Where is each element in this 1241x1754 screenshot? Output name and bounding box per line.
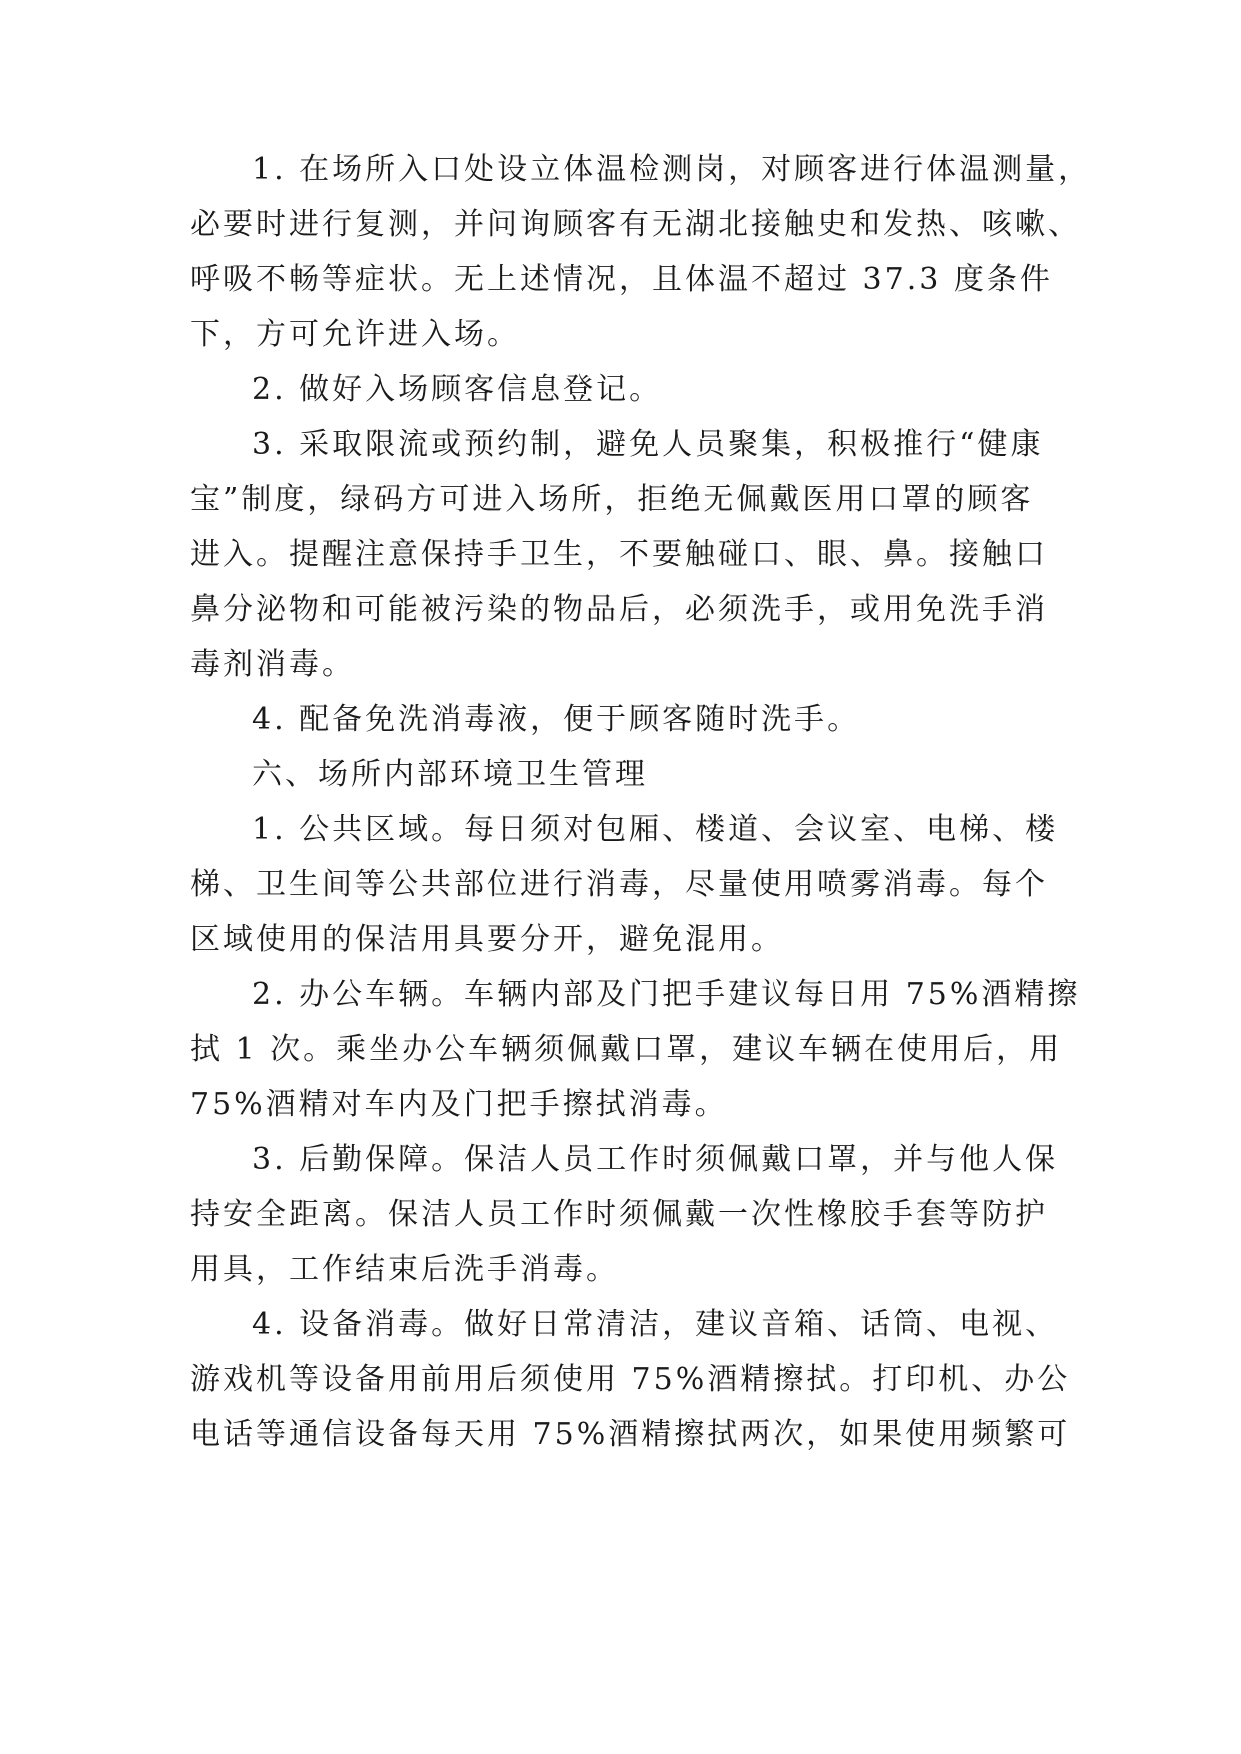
text-line: 鼻分泌物和可能被污染的物品后，必须洗手，或用免洗手消 xyxy=(190,592,1048,627)
text-line: 1. 在场所入口处设立体温检测岗，对顾客进行体温测量， xyxy=(252,152,1092,187)
text-line: 宝”制度，绿码方可进入场所，拒绝无佩戴医用口罩的顾客 xyxy=(190,482,1034,517)
text-line: 持安全距离。保洁人员工作时须佩戴一次性橡胶手套等防护 xyxy=(190,1197,1048,1232)
section-heading: 六、场所内部环境卫生管理 xyxy=(252,757,648,792)
text-line: 2. 做好入场顾客信息登记。 xyxy=(252,372,663,407)
text-line: 呼吸不畅等症状。无上述情况，且体温不超过 37.3 度条件 xyxy=(190,262,1053,297)
text-line: 4. 设备消毒。做好日常清洁，建议音箱、话筒、电视、 xyxy=(252,1307,1059,1342)
text-line: 4. 配备免洗消毒液，便于顾客随时洗手。 xyxy=(252,702,861,737)
text-line: 1. 公共区域。每日须对包厢、楼道、会议室、电梯、楼 xyxy=(252,812,1059,847)
text-line: 下，方可允许进入场。 xyxy=(190,317,520,352)
text-line: 2. 办公车辆。车辆内部及门把手建议每日用 75%酒精擦 xyxy=(252,977,1081,1012)
text-line: 电话等通信设备每天用 75%酒精擦拭两次，如果使用频繁可 xyxy=(190,1417,1071,1452)
text-line: 75%酒精对车内及门把手擦拭消毒。 xyxy=(190,1087,728,1122)
text-line: 梯、卫生间等公共部位进行消毒，尽量使用喷雾消毒。每个 xyxy=(190,867,1048,902)
text-line: 毒剂消毒。 xyxy=(190,647,355,682)
text-line: 3. 采取限流或预约制，避免人员聚集，积极推行“健康 xyxy=(252,427,1044,462)
text-line: 用具，工作结束后洗手消毒。 xyxy=(190,1252,619,1287)
text-line: 进入。提醒注意保持手卫生，不要触碰口、眼、鼻。接触口 xyxy=(190,537,1048,572)
text-line: 区域使用的保洁用具要分开，避免混用。 xyxy=(190,922,784,957)
text-line: 游戏机等设备用前用后须使用 75%酒精擦拭。打印机、办公 xyxy=(190,1362,1071,1397)
text-line: 拭 1 次。乘坐办公车辆须佩戴口罩，建议车辆在使用后，用 xyxy=(190,1032,1063,1067)
text-line: 3. 后勤保障。保洁人员工作时须佩戴口罩，并与他人保 xyxy=(252,1142,1059,1177)
text-line: 必要时进行复测，并问询顾客有无湖北接触史和发热、咳嗽、 xyxy=(190,207,1081,242)
